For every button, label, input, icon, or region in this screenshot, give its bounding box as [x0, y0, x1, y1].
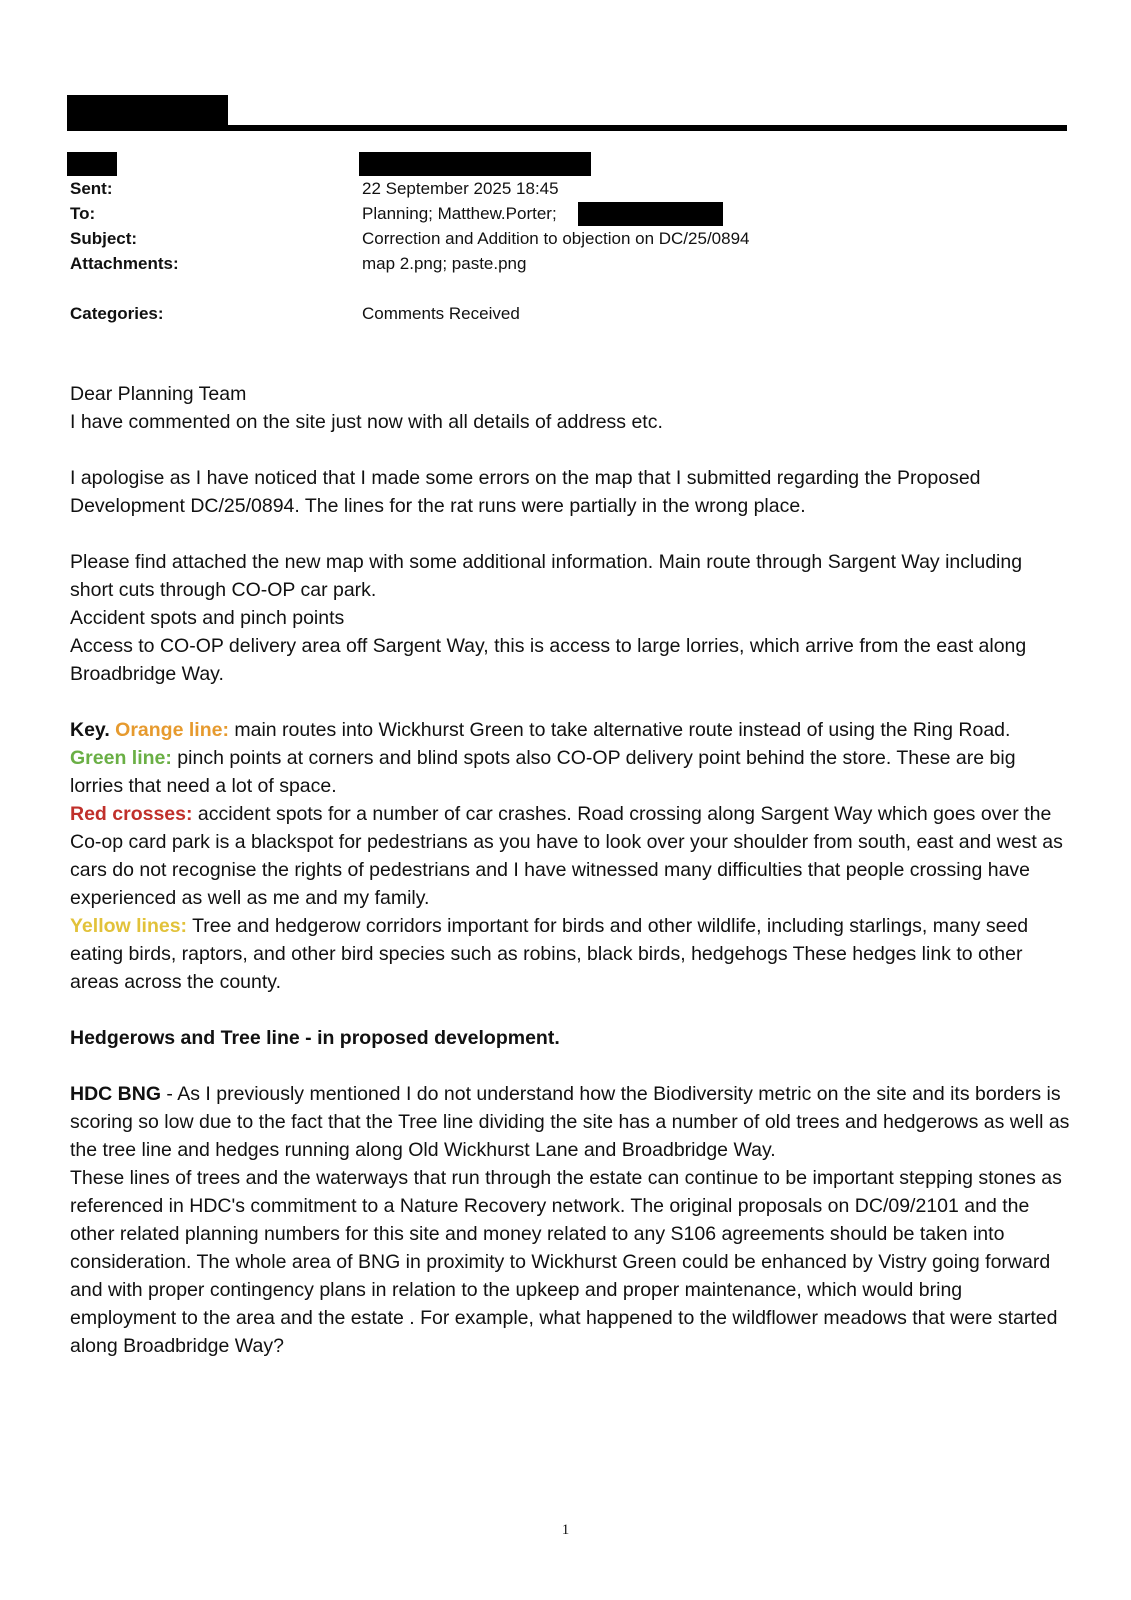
email-body [70, 380, 1070, 1360]
bng-label: HDC BNG [70, 1083, 161, 1105]
redacted-sender-name [67, 95, 228, 125]
greeting: Dear Planning Team [70, 383, 247, 405]
map-note-2: Accident spots and pinch points [70, 607, 345, 629]
sent-value: 22 September 2025 18:45 [362, 179, 559, 198]
map-note-3: Access to CO-OP delivery area off Sargent Way, this is access to large lorries, which arrive from the east along Broadbridge Way. [70, 635, 1027, 685]
categories-row [70, 302, 1070, 326]
key-label: Key. [70, 719, 110, 741]
green-line-text: pinch points at corners and blind spots also CO-OP delivery point behind the store. These are big lorries that need a lot of space. [70, 747, 1016, 797]
green-line-label: Green line: [70, 747, 172, 769]
red-crosses-label: Red crosses: [70, 803, 193, 825]
sent-row [70, 177, 1070, 201]
orange-line-text: main routes into Wickhurst Green to take alternative route instead of using the Ring Road. [228, 719, 1011, 741]
key-green-paragraph [70, 744, 1070, 800]
to-row [70, 202, 1070, 226]
red-crosses-text: accident spots for a number of car crashes. Road crossing along Sargent Way which goes over the Co-op card park is a blackspot for pedestrians as you have to look over your shoulder from south, east and west as cars do not recognise the rights of pedestrians and I have witnessed many difficulties that people crossing have experienced as well as me and my family. [70, 803, 1063, 909]
attachments-row [70, 252, 1070, 276]
key-orange-paragraph [70, 716, 1070, 744]
subject-row [70, 227, 1070, 251]
closing-paragraph: These lines of trees and the waterways that run through the estate can continue to be important stepping stones as referenced in HDC's commitment to a Nature Recovery network. The original proposals on DC/09/2101 and the other related planning numbers for this site and money related to any S106 agreements should be taken into consideration. The whole area of BNG in proximity to Wickhurst Green could be enhanced by Vistry going forward and with proper contingency plans in relation to the upkeep and proper maintenance, which would bring employment to the area and the estate . For example, what happened to the wildflower meadows that were started along Broadbridge Way? [70, 1167, 1062, 1357]
key-yellow-paragraph [70, 912, 1070, 996]
map-note-1: Please find attached the new map with some additional information. Main route through Sargent Way including short cuts through CO-OP car park. [70, 551, 1023, 601]
header-rule [67, 125, 1067, 131]
to-value: Planning; Matthew.Porter; [362, 204, 557, 223]
attachments-value: map 2.png; paste.png [362, 254, 527, 273]
categories-value: Comments Received [362, 304, 520, 323]
yellow-lines-label: Yellow lines: [70, 915, 188, 937]
redacted-from-value [359, 152, 591, 176]
bng-text: - As I previously mentioned I do not understand how the Biodiversity metric on the site and its borders is scoring so low due to the fact that the Tree line dividing the site has a number of old trees and hedgerows as well as the tree line and hedges running along Old Wickhurst Lane and Broadbridge Way. [70, 1083, 1070, 1161]
orange-line-label: Orange line: [115, 719, 229, 741]
attachments-label: Attachments: [70, 254, 179, 273]
subject-value: Correction and Addition to objection on DC/25/0894 [362, 229, 750, 248]
subject-label: Subject: [70, 229, 138, 248]
intro-paragraph: I have commented on the site just now with all details of address etc. [70, 411, 663, 433]
sent-label: Sent: [70, 179, 113, 198]
bng-paragraph [70, 1080, 1070, 1164]
key-red-paragraph [70, 800, 1070, 912]
page-number: 1 [561, 1522, 570, 1538]
categories-label: Categories: [70, 304, 164, 323]
yellow-lines-text: Tree and hedgerow corridors important for birds and other wildlife, including starlings, many seed eating birds, raptors, and other bird species such as robins, black birds, hedgehogs These hedges link to other areas across the county. [70, 915, 1029, 993]
apology-paragraph: I apologise as I have noticed that I made some errors on the map that I submitted regarding the Proposed Development DC/25/0894. The lines for the rat runs were partially in the wrong place. [70, 467, 981, 517]
redacted-from-label [67, 152, 117, 176]
hedgerow-heading: Hedgerows and Tree line - in proposed development. [70, 1027, 560, 1049]
to-label: To: [70, 204, 96, 223]
